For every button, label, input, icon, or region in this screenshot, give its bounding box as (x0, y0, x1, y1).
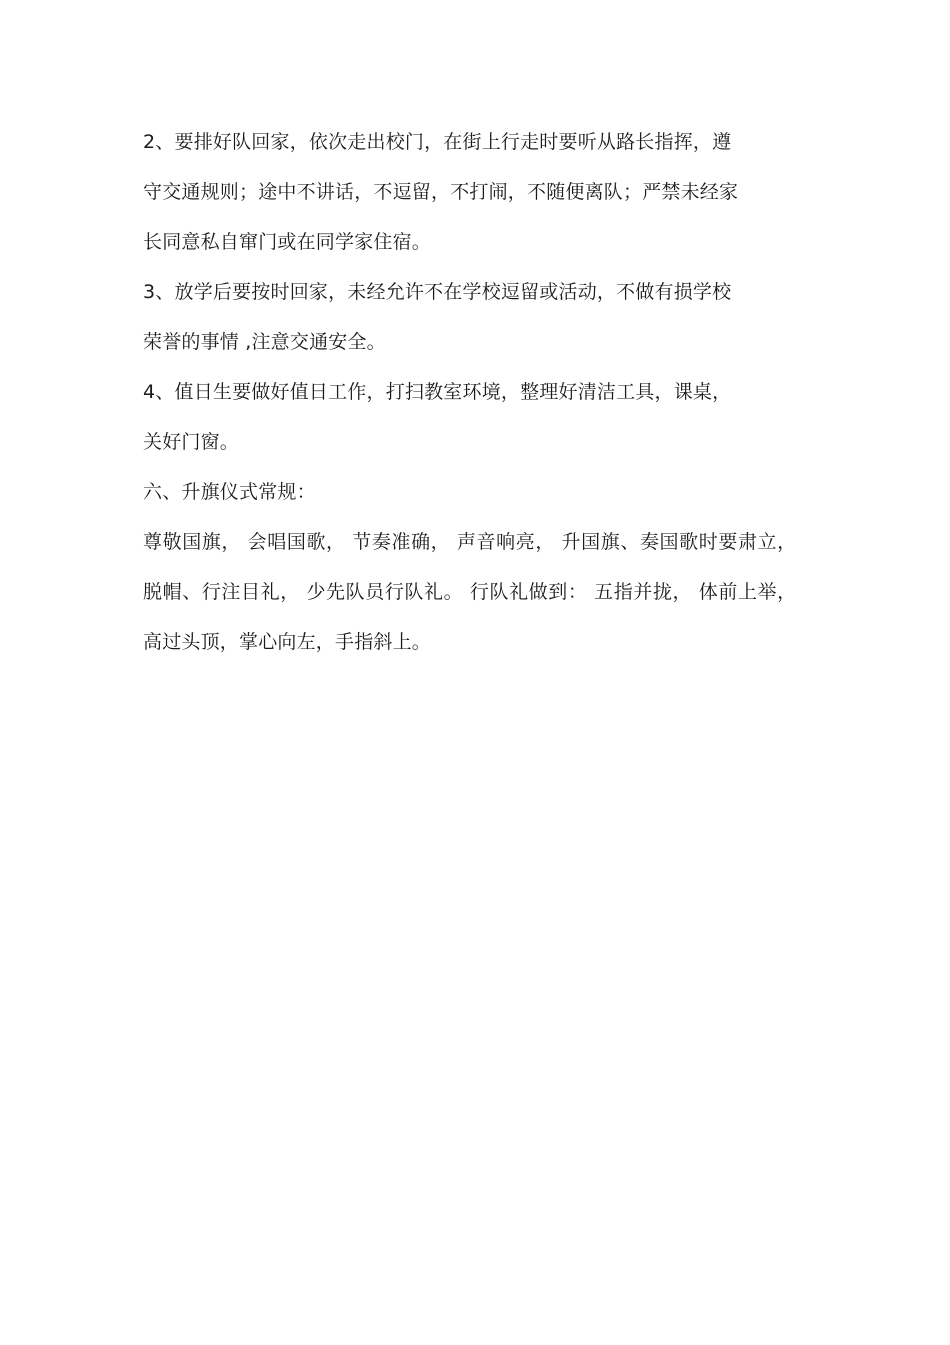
text-line-rule-2-part-3: 长同意私自窜门或在同学家住宿。 (143, 231, 432, 253)
text-line-flag-ceremony-part-2: 脱帽、行注目礼， 少先队员行队礼。 行队礼做到： 五指并拢， 体前上举， (143, 581, 797, 603)
text-line-rule-2-part-2: 守交通规则；途中不讲话，不逗留，不打闹，不随便离队；严禁未经家 (143, 181, 739, 203)
text-line-rule-4-part-2: 关好门窗。 (143, 431, 240, 453)
text-line-rule-3-part-1: 3、放学后要按时回家，未经允许不在学校逗留或活动，不做有损学校 (143, 281, 732, 303)
text-line-flag-ceremony-part-3: 高过头顶，掌心向左，手指斜上。 (143, 631, 432, 653)
text-line-rule-2-part-1: 2、要排好队回家，依次走出校门，在街上行走时要听从路长指挥，遵 (143, 131, 732, 153)
section-heading-flag-ceremony: 六、升旗仪式常规： (143, 481, 316, 503)
text-line-rule-4-part-1: 4、值日生要做好值日工作，打扫教室环境，整理好清洁工具，课桌， (143, 381, 732, 403)
text-line-rule-3-part-2: 荣誉的事情 ,注意交通安全。 (143, 331, 386, 353)
text-line-flag-ceremony-part-1: 尊敬国旗， 会唱国歌， 节奏准确， 声音响亮， 升国旗、奏国歌时要肃立， (143, 531, 797, 553)
